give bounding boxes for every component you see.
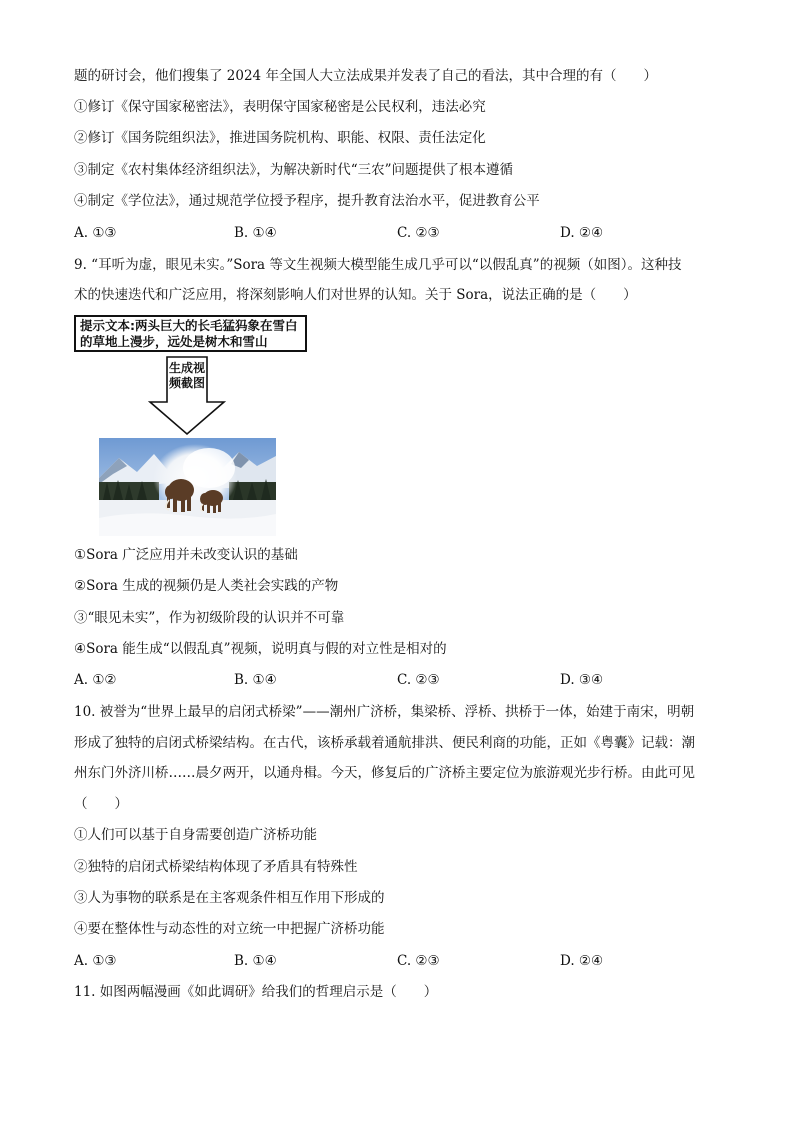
q9-stem-line-1: 9. “耳听为虚，眼见未实。”Sora 等文生视频大模型能生成几乎可以“以假乱真”的视频（如图）。这种技	[74, 257, 682, 273]
q10-stem-line-1: 10. 被誉为“世界上最早的启闭式桥梁”——潮州广济桥，集梁桥、浮桥、拱桥于一体，始建于南宋，明朝	[74, 704, 695, 720]
q11-stem: 11. 如图两幅漫画《如此调研》给我们的哲理启示是（ ）	[74, 984, 438, 1000]
q9-item-1: ①Sora 广泛应用并未改变认识的基础	[74, 547, 298, 563]
q10-option-b[interactable]: B. ①④	[234, 953, 277, 969]
q10-option-c[interactable]: C. ②③	[397, 953, 440, 969]
q9-arrow-label: 生成视频截图	[168, 361, 205, 390]
q10-item-1: ①人们可以基于自身需要创造广济桥功能	[74, 827, 317, 843]
mammoth-video-screenshot	[99, 438, 276, 536]
q8-item-1: ①修订《保守国家秘密法》，表明保守国家秘密是公民权利，违法必究	[74, 99, 486, 115]
q8-option-b[interactable]: B. ①④	[234, 225, 277, 241]
q8-item-4: ④制定《学位法》，通过规范学位授予程序，提升教育法治水平，促进教育公平	[74, 193, 540, 209]
q8-option-d[interactable]: D. ②④	[560, 225, 604, 241]
q10-stem-line-4: （ ）	[74, 796, 128, 812]
q9-option-c[interactable]: C. ②③	[397, 672, 440, 688]
q9-option-d[interactable]: D. ③④	[560, 672, 604, 688]
q8-item-2: ②修订《国务院组织法》，推进国务院机构、职能、权限、责任法定化	[74, 130, 486, 146]
q10-option-d[interactable]: D. ②④	[560, 953, 604, 969]
q10-option-a[interactable]: A. ①③	[74, 953, 117, 969]
q9-item-4: ④Sora 能生成“以假乱真”视频，说明真与假的对立性是相对的	[74, 641, 447, 657]
q9-item-2: ②Sora 生成的视频仍是人类社会实践的产物	[74, 578, 339, 594]
q9-options	[74, 670, 714, 690]
q8-option-a[interactable]: A. ①③	[74, 225, 117, 241]
q10-options	[74, 951, 714, 971]
q10-item-2: ②独特的启闭式桥梁结构体现了矛盾具有特殊性	[74, 859, 358, 875]
q9-stem-line-2: 术的快速迭代和广泛应用，将深刻影响人们对世界的认知。关于 Sora，说法正确的是（ ）	[74, 287, 637, 303]
q10-item-3: ③人为事物的联系是在主客观条件相互作用下形成的	[74, 890, 385, 906]
q10-stem-line-3: 州东门外济川桥……晨夕两开，以通舟楫。今天，修复后的广济桥主要定位为旅游观光步行桥。由此可见	[74, 765, 695, 781]
q9-option-b[interactable]: B. ①④	[234, 672, 277, 688]
q9-prompt-text-box: 提示文本:两头巨大的长毛猛犸象在雪白的草地上漫步，远处是树木和雪山	[74, 315, 307, 352]
q8-item-3: ③制定《农村集体经济组织法》，为解决新时代“三农”问题提供了根本遵循	[74, 162, 514, 178]
q8-options	[74, 223, 714, 243]
q10-stem-line-2: 形成了独特的启闭式桥梁结构。在古代，该桥承载着通航排洪、便民利商的功能，正如《粤囊》记载：潮	[74, 735, 695, 751]
q8-option-c[interactable]: C. ②③	[397, 225, 440, 241]
q10-item-4: ④要在整体性与动态性的对立统一中把握广济桥功能	[74, 921, 385, 937]
q9-option-a[interactable]: A. ①②	[74, 672, 117, 688]
q9-item-3: ③“眼见未实”，作为初级阶段的认识并不可靠	[74, 610, 345, 626]
q8-stem: 题的研讨会，他们搜集了 2024 年全国人大立法成果并发表了自己的看法，其中合理的有（ ）	[74, 68, 657, 84]
